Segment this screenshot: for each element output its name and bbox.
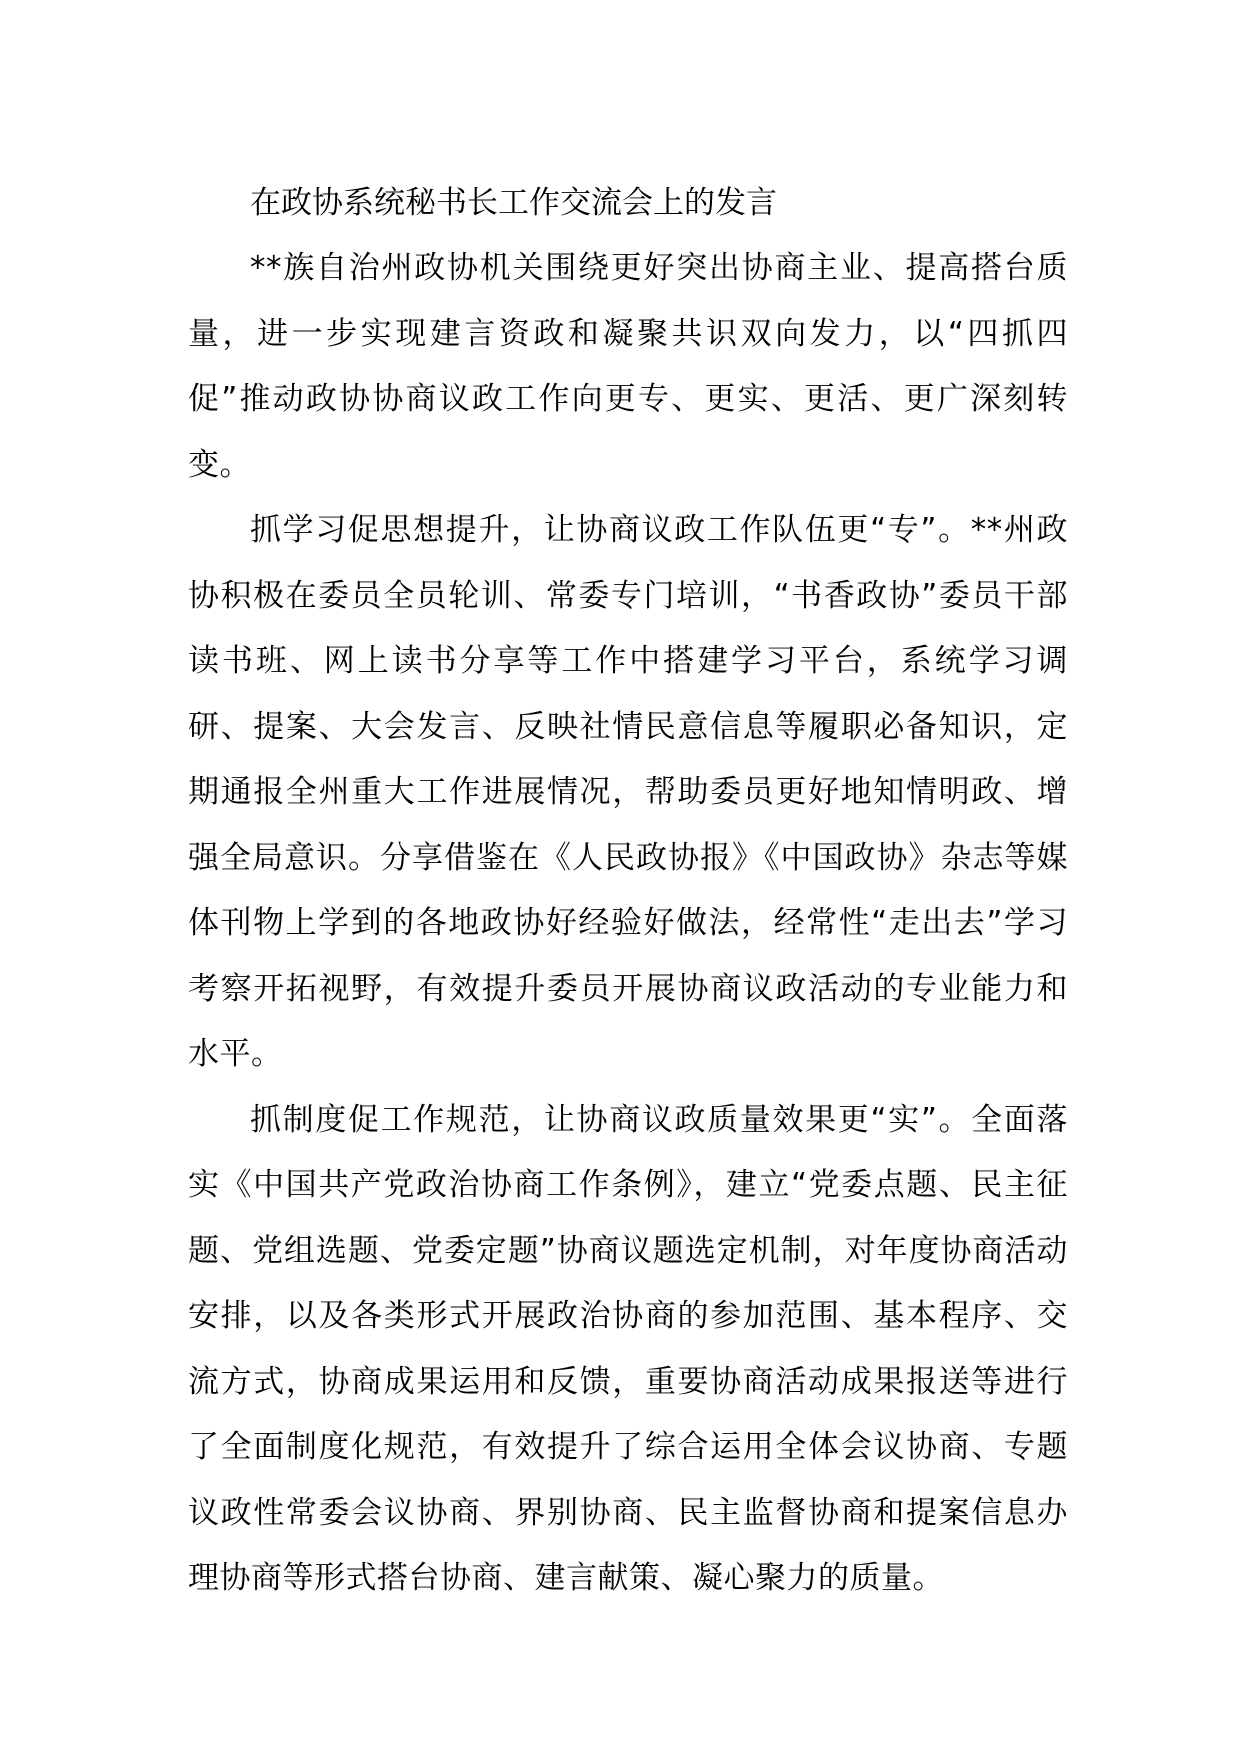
paragraph-intro: **族自治州政协机关围绕更好突出协商主业、提高搭台质量，进一步实现建言资政和凝聚共识双向发力，以“四抓四促”推动政协协商议政工作向更专、更实、更活、更广深刻转变。 (188, 250, 1068, 483)
paragraph-study: 抓学习促思想提升，让协商议政工作队伍更“专”。**州政协积极在委员全员轮训、常委专门培训，“书香政协”委员干部读书班、网上读书分享等工作中搭建学习平台，系统学习调研、提案、大会发言、反映社情民意信息等履职必备知识，定期通报全州重大工作进展情况，帮助委员更好地知情明政、增强全局意识。分享借鉴在《人民政协报》《中国政协》杂志等媒体刊物上学到的各地政协好经验好做法，经常性“走出去”学习考察开拓视野，有效提升委员开展协商议政活动的专业能力和水平。 (188, 512, 1068, 1072)
document-title: 在政协系统秘书长工作交流会上的发言 (250, 185, 777, 221)
document-page (188, 170, 1068, 1612)
paragraph-system: 抓制度促工作规范，让协商议政质量效果更“实”。全面落实《中国共产党政治协商工作条例》，建立“党委点题、民主征题、党组选题、党委定题”协商议题选定机制，对年度协商活动安排，以及各类形式开展政治协商的参加范围、基本程序、交流方式，协商成果运用和反馈，重要协商活动成果报送等进行了全面制度化规范，有效提升了综合运用全体会议协商、专题议政性常委会议协商、界别协商、民主监督协商和提案信息办理协商等形式搭台协商、建言献策、凝心聚力的质量。 (188, 1101, 1068, 1596)
